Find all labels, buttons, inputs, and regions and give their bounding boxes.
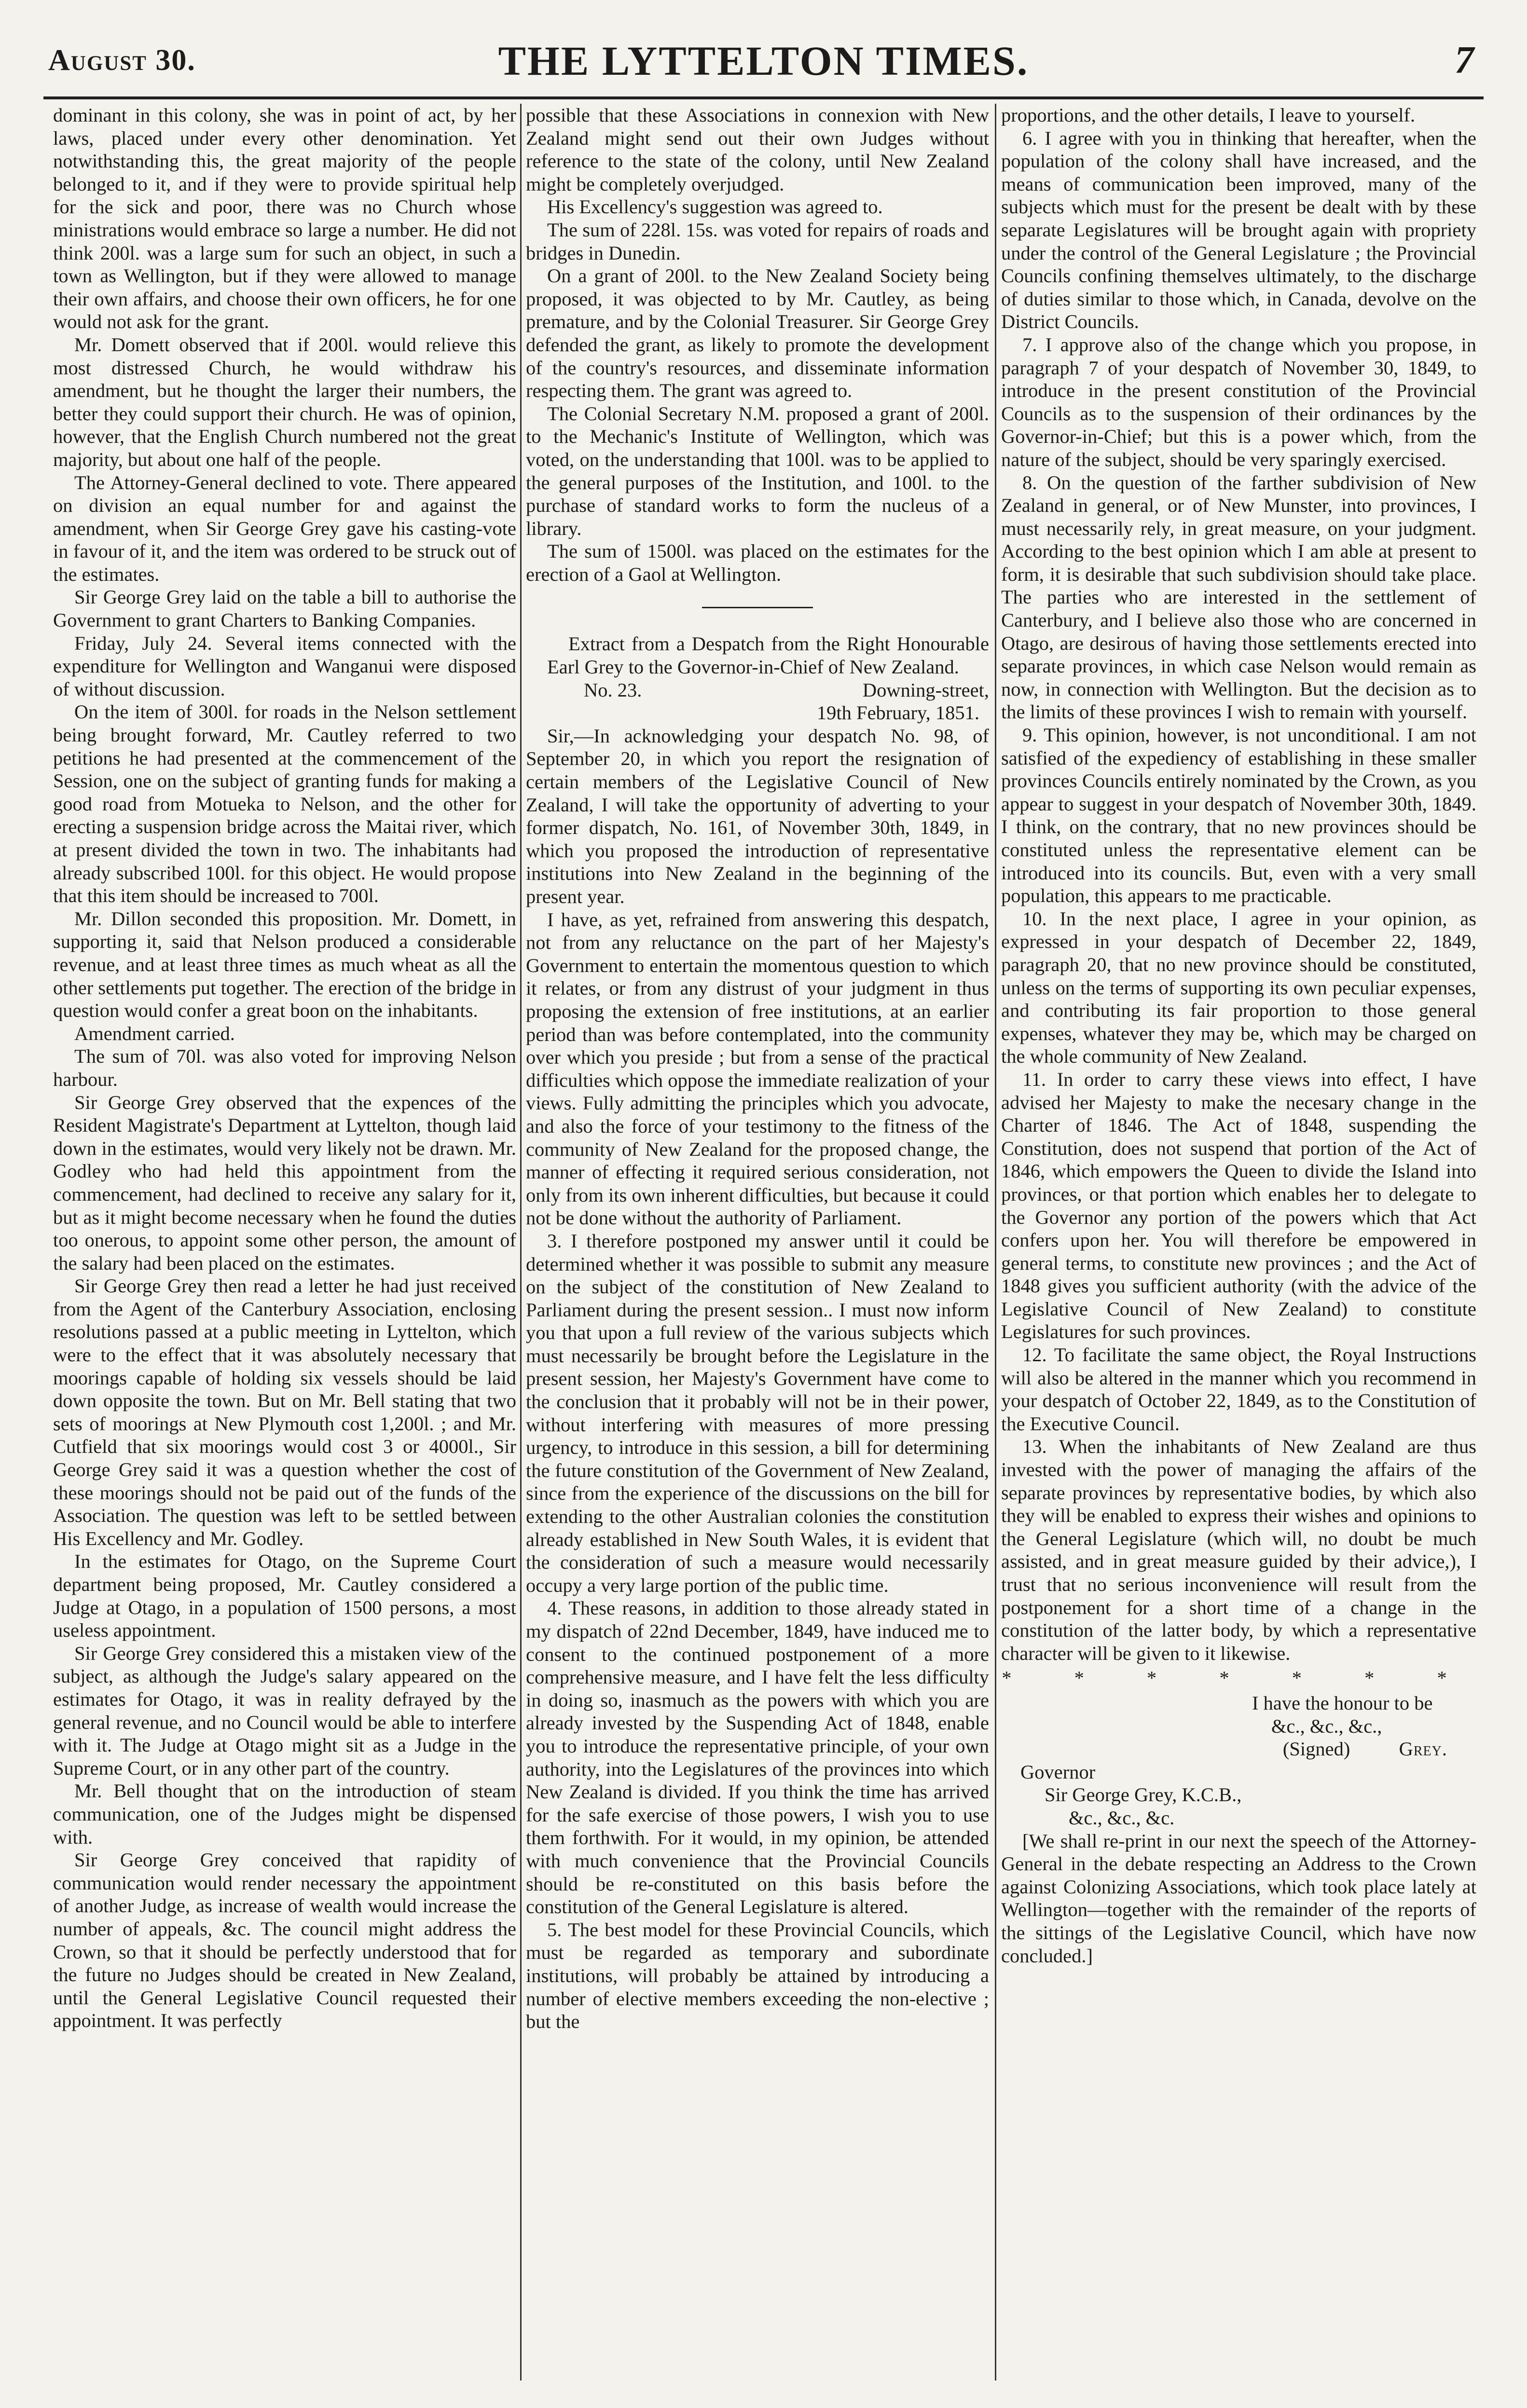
issue-date: August 30. — [48, 44, 196, 77]
column-divider — [995, 104, 996, 2381]
addressee-title: Governor — [1020, 1761, 1096, 1783]
paragraph: The sum of 228l. 15s. was voted for repairs of roads and bridges in Dunedin. — [526, 219, 989, 264]
despatch-number: No. 23. — [584, 679, 642, 701]
addressee-etc: &c., &c., &c. — [1069, 1806, 1175, 1829]
masthead-rule — [43, 96, 1484, 99]
paragraph: The sum of 70l. was also voted for improving Nelson harbour. — [53, 1045, 516, 1090]
paragraph: The sum of 1500l. was placed on the estimates for the erection of a Gaol at Wellington. — [526, 540, 989, 585]
page-number: 7 — [1455, 39, 1474, 82]
signature-block — [1001, 1692, 1476, 1830]
paragraph: The Colonial Secretary N.M. proposed a grant of 200l. to the Mechanic's Institute of Wellington, which was voted, on the understanding that 100l. was to be applied to the general purposes of the Institution, and 100l. to the purchase of standard works to form the nucleus of a library. — [526, 402, 989, 539]
paragraph: Sir George Grey then read a letter he had just received from the Agent of the Canterbury Association, enclosing resolutions passed at a public meeting in Lyttelton, which were to the effect that it was absolutely necessary that moorings capable of holding six vessels should be laid down opposite the town. But on Mr. Bell stating that two sets of moorings at New Plymouth cost 1,200l. ; and Mr. Cutfield that six moorings would cost 3 or 4000l., Sir George Grey said it was a question whether the cost of these moorings should not be paid out of the funds of the Association. The question was left to be settled between His Excellency and Mr. Godley. — [53, 1275, 516, 1549]
paragraph: Mr. Bell thought that on the introduction of steam communication, one of the Judges might be dispensed with. — [53, 1780, 516, 1848]
section-rule — [702, 607, 813, 608]
paragraph: Sir George Grey conceived that rapidity of communication would render necessary the appointment of another Judge, as increase of wealth would increase the number of appeals, &c. The council might address the Crown, so that it should be perfectly understood that for the future no Judges should be created in New Zealand, until the General Legislative Council requested their appointment. It was perfectly — [53, 1849, 516, 2032]
paragraph: Sir George Grey laid on the table a bill to authorise the Government to grant Charters to Banking Companies. — [53, 586, 516, 631]
paragraph: 10. In the next place, I agree in your opinion, as expressed in your despatch of December 22, 1849, paragraph 20, that no new province should be constituted, unless on the terms of supporting its own peculiar expenses, and contributing its fair proportion to those general expenses, whatever they may be, which may be charged on the whole community of New Zealand. — [1001, 907, 1476, 1067]
paragraph: 9. This opinion, however, is not unconditional. I am not satisfied of the expediency of establishing in these smaller provinces Councils entirely nominated by the Crown, as you appear to suggest in your despatch of November 30th, 1849. I think, on the contrary, that no new provinces should be constituted unless the representative element can be introduced into its councils. But, even with a very small population, this appears to me practicable. — [1001, 724, 1476, 907]
paragraph: Sir,—In acknowledging your despatch No. 98, of September 20, in which you report the resignation of certain members of the Legislative Council of New Zealand, I will take the opportunity of adverting to your former dispatch, No. 161, of November 30th, 1849, in which you proposed the introduction of representative institutions into New Zealand in the beginning of the present year. — [526, 725, 989, 907]
column-3 — [1001, 104, 1476, 2371]
paragraph: 3. I therefore postponed my answer until it could be determined whether it was possible to submit any measure on the subject of the constitution of New Zealand to Parliament during the present session.. I must now inform you that upon a full review of the various subjects which must necessarily be brought before the Legislature in the present session, her Majesty's Government have come to the conclusion that it probably will not be in their power, without interfering with measures of more pressing urgency, to introduce in this session, a bill for determining the future constitution of the Government of New Zealand, since from the experience of the discussions on the bill for extending to the other Australian colonies the constitution already established in New South Wales, it is evident that the consideration of such a measure would necessarily occupy a very large portion of the public time. — [526, 1230, 989, 1596]
paragraph: His Excellency's suggestion was agreed to. — [547, 196, 883, 218]
signed-label: (Signed) — [1282, 1738, 1350, 1760]
paragraph: 6. I agree with you in thinking that hereafter, when the population of the colony shall have increased, and the means of communication been improved, many of the subjects which must for the present be dealt with by these separate Legislatures will be brought again with propriety under the control of the General Legislature ; the Provincial Councils confining themselves ultimately, to the discharge of duties similar to those which, in Canada, devolve on the District Councils. — [1001, 127, 1476, 333]
despatch-date: 19th February, 1851. — [816, 702, 979, 724]
paragraph: Mr. Domett observed that if 200l. would relieve this most distressed Church, he would withdraw his amendment, but he thought the larger their numbers, the better they could support their church. He was of opinion, however, that the English Church numbered not the great majority, but about one half of the people. — [53, 333, 516, 470]
masthead — [43, 34, 1484, 92]
ellipsis-stars: * * * * * * * — [1002, 1667, 1476, 1689]
paragraph: Sir George Grey considered this a mistaken view of the subject, as although the Judge's salary appeared on the estimates for Otago, it was in reality defrayed by the general revenue, and no Council would be able to interfere with it. The Judge at Otago might sit as a Judge in the Supreme Court, or in any other part of the country. — [53, 1642, 516, 1779]
column-1 — [53, 104, 516, 2371]
paragraph: In the estimates for Otago, on the Supreme Court department being proposed, Mr. Cautley considered a Judge at Otago, in a population of 1500 persons, a most useless appointment. — [53, 1550, 516, 1642]
column-divider — [520, 104, 522, 2381]
paragraph: 8. On the question of the farther subdivision of New Zealand in general, or of New Munster, into provinces, I must necessarily rely, in great measure, on your judgment. According to the best opinion which I am able at present to form, it is desirable that such subdivision should take place. The parties who are interested in the settlement of Canterbury, and I believe also those who are concerned in Otago, are desirous of having those settlements erected into separate provinces, in which case Nelson would remain as now, in connection with Wellington. But the decision as to the limits of these provinces I wish to remain with yourself. — [1001, 471, 1476, 723]
paragraph: Mr. Dillon seconded this proposition. Mr. Domett, in supporting it, said that Nelson produced a considerable revenue, and at least three times as much wheat as all the other settlements put together. The erection of the bridge in question would confer a great boon on the inhabitants. — [53, 907, 516, 1022]
closing-etc: &c., &c., &c., — [1271, 1715, 1382, 1737]
despatch-dateline — [526, 679, 989, 702]
editor-note: [We shall re-print in our next the speech of the Attorney-General in the debate respecting an Address to the Crown against Colonizing Associations, which took place lately at Wellington—together with the remainder of the reports of the sittings of the Legislative Council, which have now concluded.] — [1001, 1830, 1476, 1967]
signatory-name: Grey. — [1399, 1738, 1447, 1760]
paragraph: dominant in this colony, she was in point of act, by her laws, placed under every other denomination. Yet notwithstanding this, the great majority of the people belonged to it, and if they were to provide spiritual help for the sick and poor, there was no Church whose ministrations would embrace so large a number. He did not think 200l. was a large sum for such an object, in such a town as Wellington, but if they were allowed to manage their own affairs, and choose their own officers, he for one would not ask for the grant. — [53, 104, 516, 333]
closing-line: I have the honour to be — [1252, 1692, 1433, 1714]
paragraph: I have, as yet, refrained from answering this despatch, not from any reluctance on the part of her Majesty's Government to entertain the momentous question to which it relates, or from any distrust of your judgment in thus proposing the extension of free institutions, at an earlier period than was before contemplated, into the community over which you preside ; but from a sense of the practical difficulties which oppose the immediate realization of your views. Fully admitting the principles which you advocate, and also the force of your testimony to the fitness of the community of New Zealand for the proposed change, the manner of effecting it required serious consideration, not only from its own inherent difficulties, but because it could not be done without the authority of Parliament. — [526, 908, 989, 1229]
paragraph: proportions, and the other details, I leave to yourself. — [1001, 104, 1416, 126]
despatch-place: Downing-street, — [862, 679, 989, 701]
paragraph: 4. These reasons, in addition to those already stated in my dispatch of 22nd December, 1849, have induced me to consent to the continued postponement of a more comprehensive measure, and I have felt the less difficulty in doing so, inasmuch as the powers with which you are already invested by the Suspending Act of 1848, enable you to introduce the representative principle, of your own authority, into the Legislatures of the provinces into which New Zealand is divided. If you think the time has arrived for the safe exercise of those powers, I wish you to use them forthwith. For it would, in my opinion, be attended with much convenience that the Provincial Councils should be re-constituted on this basis before the constitution of the General Legislature is altered. — [526, 1597, 989, 1918]
paragraph: 7. I approve also of the change which you propose, in paragraph 7 of your despatch of November 30, 1849, to introduce in the present constitution of the Provincial Councils as to the suspension of their ordinances by the Governor-in-Chief; but this is a power which, from the nature of the subject, should be very sparingly exercised. — [1001, 333, 1476, 470]
column-2 — [526, 104, 989, 2371]
paragraph: 11. In order to carry these views into effect, I have advised her Majesty to make the necesary change in the Charter of 1846. The Act of 1848, suspending the Constitution, does not suspend that portion of the Act of 1846, which empowers the Queen to divide the Island into provinces, or that portion which enables her to delegate to the Governor any portion of the powers which that Act confers upon her. You will therefore be empowered in general terms, to constitute new provinces ; and the Act of 1848 gives you sufficient authority (with the advice of the Legislative Council of New Zealand) to constitute Legislatures for such provinces. — [1001, 1068, 1476, 1343]
paragraph: possible that these Associations in connexion with New Zealand might send out their own Judges without reference to the state of the colony, until New Zealand might be completely overjudged. — [526, 104, 989, 195]
paragraph: On the item of 300l. for roads in the Nelson settlement being brought forward, Mr. Cautley referred to two petitions he had presented at the commencement of the Session, one on the subject of granting funds for making a good road from Motueka to Nelson, and the other for erecting a suspension bridge across the Maitai river, which at present divided the town in two. The inhabitants had already subscribed 100l. for this object. He would propose that this item should be increased to 700l. — [53, 701, 516, 907]
signed-line — [1001, 1738, 1476, 1761]
paragraph: The Attorney-General declined to vote. There appeared on division an equal number for and against the amendment, when Sir George Grey gave his casting-vote in favour of it, and the item was ordered to be struck out of the estimates. — [53, 471, 516, 585]
paragraph: On a grant of 200l. to the New Zealand Society being proposed, it was objected to by Mr. Cautley, as being premature, and by the Colonial Treasurer. Sir George Grey defended the grant, as likely to promote the development of the country's resources, and disseminate information respecting them. The grant was agreed to. — [526, 265, 989, 402]
extract-heading: Extract from a Despatch from the Right Honourable Earl Grey to the Governor-in-Chief of New Zealand. — [547, 633, 989, 678]
newspaper-title: THE LYTTELTON TIMES. — [498, 38, 1029, 84]
paragraph: 12. To facilitate the same object, the Royal Instructions will also be altered in the manner which you recommend in your despatch of October 22, 1849, as to the Constitution of the Executive Council. — [1001, 1344, 1476, 1435]
paragraph: 13. When the inhabitants of New Zealand are thus invested with the power of managing the affairs of the separate provinces by representative bodies, by which also they will be enabled to express their wishes and opinions to the General Legislature (which will, no doubt be much assisted, and in great measure guided by their advice,), I trust that no serious inconvenience will result from the postponement for a short time of a change in the constitution of the latter body, by which a representative character will be given to it likewise. — [1001, 1436, 1476, 1664]
paragraph: Friday, July 24. Several items connected with the expenditure for Wellington and Wanganui were disposed of without discussion. — [53, 632, 516, 700]
paragraph: Sir George Grey observed that the expences of the Resident Magistrate's Department at Lyttelton, though laid down in the estimates, would very likely not be drawn. Mr. Godley who had held this appointment from the commencement, had declined to receive any salary for it, but as it might become necessary when he found the duties too onerous, to appoint some other person, the amount of the salary had been placed on the estimates. — [53, 1091, 516, 1274]
addressee-name: Sir George Grey, K.C.B., — [1045, 1784, 1242, 1806]
paragraph: 5. The best model for these Provincial Councils, which must be regarded as temporary and subordinate institutions, will probably be attained by introducing a number of elective members exceeding the non-elective ; but the — [526, 1918, 989, 2033]
paragraph: Amendment carried. — [74, 1022, 235, 1044]
